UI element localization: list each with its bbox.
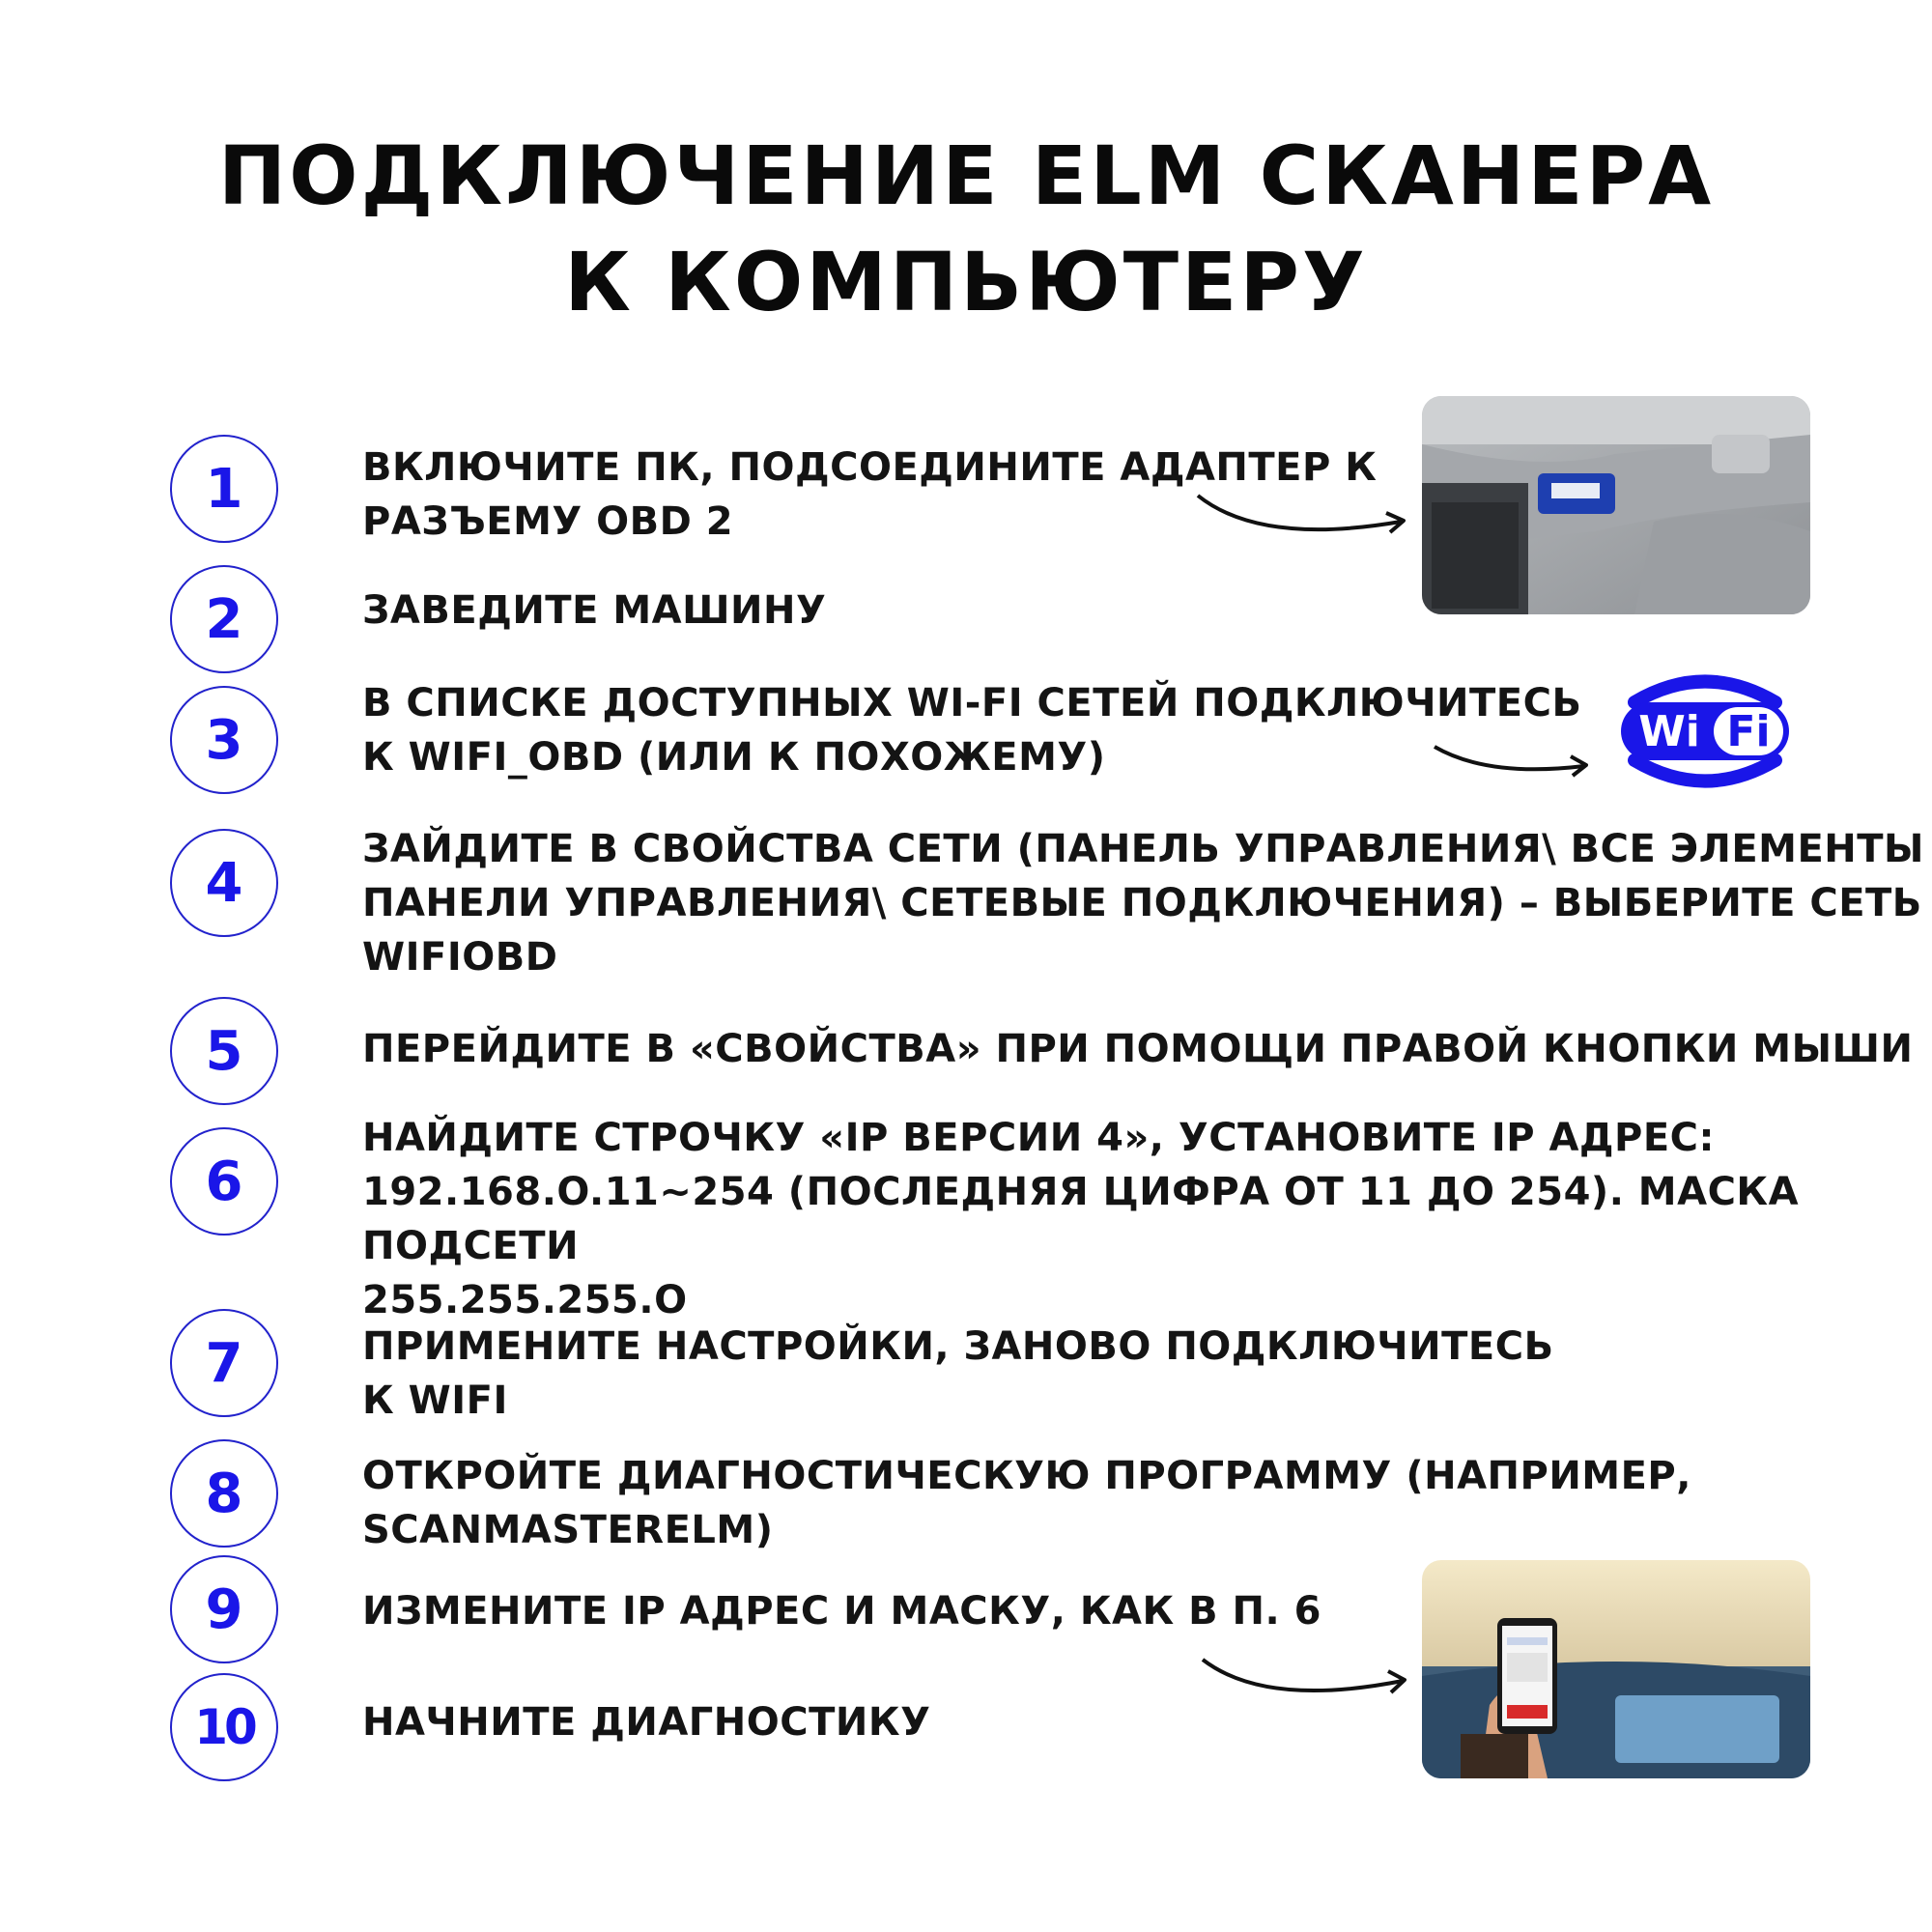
step-number-badge: 1 [170, 435, 278, 543]
wifi-logo [1613, 668, 1797, 794]
step-number-badge: 8 [170, 1439, 278, 1548]
obd-adapter-photo [1422, 396, 1810, 614]
arrow-to-obd-photo [1193, 488, 1415, 546]
step-text: ЗАВЕДИТЕ МАШИНУ [362, 588, 827, 633]
step-text: НАЧНИТЕ ДИАГНОСТИКУ [362, 1700, 931, 1745]
step-text: В СПИСКЕ ДОСТУПНЫХ WI-FI СЕТЕЙ ПОДКЛЮЧИТЕСЬ К WIFI_OBD (ИЛИ К ПОХОЖЕМУ) [362, 681, 1582, 780]
wifi-logo-right-text: Fi [1726, 707, 1771, 756]
step-number-badge: 3 [170, 686, 278, 794]
wifi-logo-left-text: Wi [1638, 707, 1700, 756]
page-title-line-1: ПОДКЛЮЧЕНИЕ ELM СКАНЕРА [217, 128, 1715, 223]
step-text: НАЙДИТЕ СТРОЧКУ «IP ВЕРСИИ 4», УСТАНОВИТЕ IP АДРЕС: 192.168.O.11~254 (ПОСЛЕДНЯЯ ЦИФРА ОТ 11 ДО 254). МАСКА ПОДСЕТИ 255.255.255.O [362, 1116, 1800, 1322]
step-text: ПРИМЕНИТЕ НАСТРОЙКИ, ЗАНОВО ПОДКЛЮЧИТЕСЬ К WIFI [362, 1324, 1554, 1423]
step-number-badge: 7 [170, 1309, 278, 1417]
step-text: ПЕРЕЙДИТЕ В «СВОЙСТВА» ПРИ ПОМОЩИ ПРАВОЙ КНОПКИ МЫШИ [362, 1027, 1914, 1071]
arrow-to-phone-photo [1198, 1652, 1415, 1710]
step-number-badge: 5 [170, 997, 278, 1105]
step-text: ИЗМЕНИТЕ IP АДРЕС И МАСКУ, КАК В П. 6 [362, 1589, 1321, 1634]
page-title-line-2: К КОМПЬЮТЕРУ [564, 235, 1368, 329]
arrow-to-wifi-logo [1430, 739, 1594, 787]
step-number-badge: 4 [170, 829, 278, 937]
phone-diagnostics-photo [1422, 1560, 1810, 1778]
step-text: ВКЛЮЧИТЕ ПК, ПОДСОЕДИНИТЕ АДАПТЕР К РАЗЪЕМУ OBD 2 [362, 445, 1378, 544]
step-number-badge: 2 [170, 565, 278, 673]
step-number-badge: 10 [170, 1673, 278, 1781]
step-text: ОТКРОЙТЕ ДИАГНОСТИЧЕСКУЮ ПРОГРАММУ (НАПРИМЕР, SCANMASTERELM) [362, 1454, 1691, 1552]
step-number-badge: 9 [170, 1555, 278, 1663]
step-number-badge: 6 [170, 1127, 278, 1236]
step-text: ЗАЙДИТЕ В СВОЙСТВА СЕТИ (ПАНЕЛЬ УПРАВЛЕНИЯ\ ВСЕ ЭЛЕМЕНТЫ ПАНЕЛИ УПРАВЛЕНИЯ\ СЕТЕВЫЕ ПОДКЛЮЧЕНИЯ) – ВЫБЕРИТЕ СЕТЬ WIFIOBD [362, 827, 1925, 980]
